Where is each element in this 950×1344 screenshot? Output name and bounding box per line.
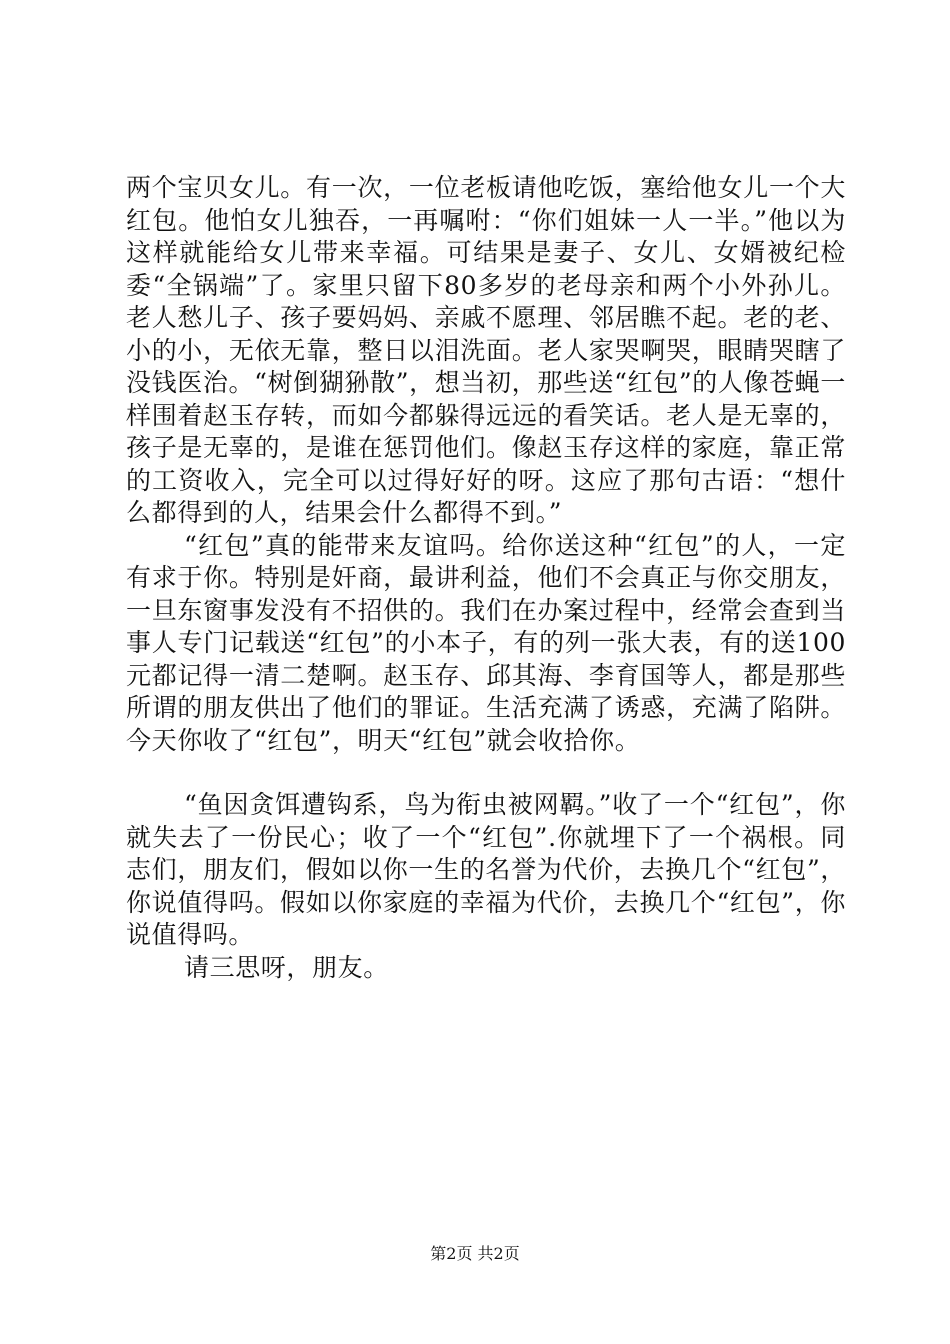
- paragraph-3: “鱼因贪饵遭钩系，鸟为衔虫被网羁。”收了一个“红包”，你就失去了一份民心；收了一个“红包”.你就埋下了一个祸根。同志们，朋友们，假如以你一生的名誉为代价，去换几个“红包”，你说值得吗。假如以你家庭的幸福为代价，去换几个“红包”，你说值得吗。: [126, 790, 846, 949]
- paragraph-1: 两个宝贝女儿。有一次，一位老板请他吃饭，塞给他女儿一个大红包。他怕女儿独吞，一再嘱咐：“你们姐妹一人一半。”他以为这样就能给女儿带来幸福。可结果是妻子、女儿、女婿被纪检委“全锅端”了。家里只留下80多岁的老母亲和两个小外孙儿。老人愁儿子、孩子要妈妈、亲戚不愿理、邻居瞧不起。老的老、小的小，无依无靠，整日以泪洗面。老人家哭啊哭，眼睛哭瞎了没钱医治。“树倒猢狲散”，想当初，那些送“红包”的人像苍蝇一样围着赵玉存转，而如今都躲得远远的看笑话。老人是无辜的，孩子是无辜的，是谁在惩罚他们。像赵玉存这样的家庭，靠正常的工资收入，完全可以过得好好的呀。这应了那句古语：“想什么都得到的人，结果会什么都得不到。”: [126, 173, 846, 527]
- document-body: [126, 172, 846, 984]
- page-number-footer: 第2页 共2页: [430, 1244, 520, 1263]
- paragraph-2: “红包”真的能带来友谊吗。给你送这种“红包”的人，一定有求于你。特别是奸商，最讲利益，他们不会真正与你交朋友，一旦东窗事发没有不招供的。我们在办案过程中，经常会查到当事人专门记载送“红包”的小本子，有的列一张大表，有的送100元都记得一清二楚啊。赵玉存、邱其海、李育国等人，都是那些所谓的朋友供出了他们的罪证。生活充满了诱惑，充满了陷阱。今天你收了“红包”，明天“红包”就会收拾你。: [126, 530, 846, 755]
- paragraph-4: 请三思呀，朋友。: [184, 952, 389, 982]
